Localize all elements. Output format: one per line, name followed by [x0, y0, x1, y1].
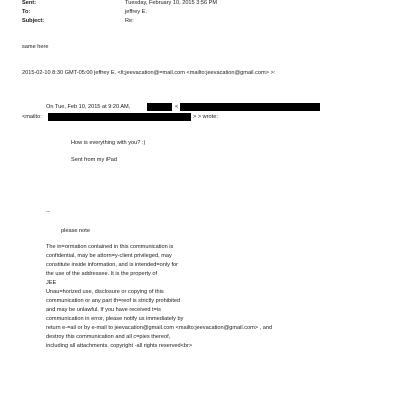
- inner-quote-prefix: On Tue, Feb 10, 2015 at 9:20 AM,: [46, 104, 131, 110]
- disclaimer-line: confidential, may be attorn=y-client privileged, may: [46, 253, 172, 259]
- disclaimer-line: including all attachments. copyright -all rights reserved<br>: [46, 343, 193, 349]
- message-line: How is everything with you? :): [71, 140, 146, 146]
- to-label: To:: [22, 9, 31, 15]
- quote-header: 2015-02-10 8:30 GMT-05:00 jeffrey E. <lt;jeevacation@=mail.com <mailto:jeevacation@gmail.com> >:: [22, 70, 276, 76]
- inner-quote-line: [46, 104, 130, 110]
- disclaimer-line: The in=ormation contained in this communication is: [46, 244, 174, 250]
- disclaimer-line: destroy this communication and all c=pies thereof,: [46, 334, 171, 340]
- separator: --: [46, 209, 50, 215]
- disclaimer-line: JEE: [46, 280, 57, 286]
- disclaimer-line: the use of the addressee. It is the property of: [46, 271, 158, 277]
- disclaimer-line: and may be unlawful. If you have received t=is: [46, 307, 161, 313]
- inner-quote-mailto: <mailto:: [22, 114, 42, 120]
- sent-value: Tuesday, February 10, 2015 3:56 PM: [125, 0, 218, 6]
- sent-label: Sent:: [22, 0, 36, 6]
- redaction-block: [48, 113, 191, 121]
- to-value: jeffrey E.: [125, 9, 147, 15]
- signature: Sent from my iPad: [71, 157, 118, 163]
- subject-label: Subject:: [22, 18, 45, 24]
- disclaimer-line: communication or any part th=reof is strictly prohibited: [46, 298, 181, 304]
- reply-text: same here: [22, 44, 49, 50]
- inner-quote-lt: <: [175, 104, 179, 110]
- please-note: please note: [61, 228, 90, 234]
- disclaimer-line: Unau=horized use, disclosure or copying of this: [46, 289, 164, 295]
- subject-value: Re:: [125, 18, 134, 24]
- inner-quote-wrote: > > wrote:: [193, 114, 218, 120]
- redaction-block: [147, 103, 172, 111]
- disclaimer-line: communication in error, please notify us immediately by: [46, 316, 184, 322]
- redaction-block: [180, 103, 320, 111]
- disclaimer-line: constitute inside information, and is intended=only for: [46, 262, 178, 268]
- disclaimer-line: return e-=ail or by e-mail to jeevacation@gmail.com <mailto:jeevacation@gmail.com> , and: [46, 325, 273, 331]
